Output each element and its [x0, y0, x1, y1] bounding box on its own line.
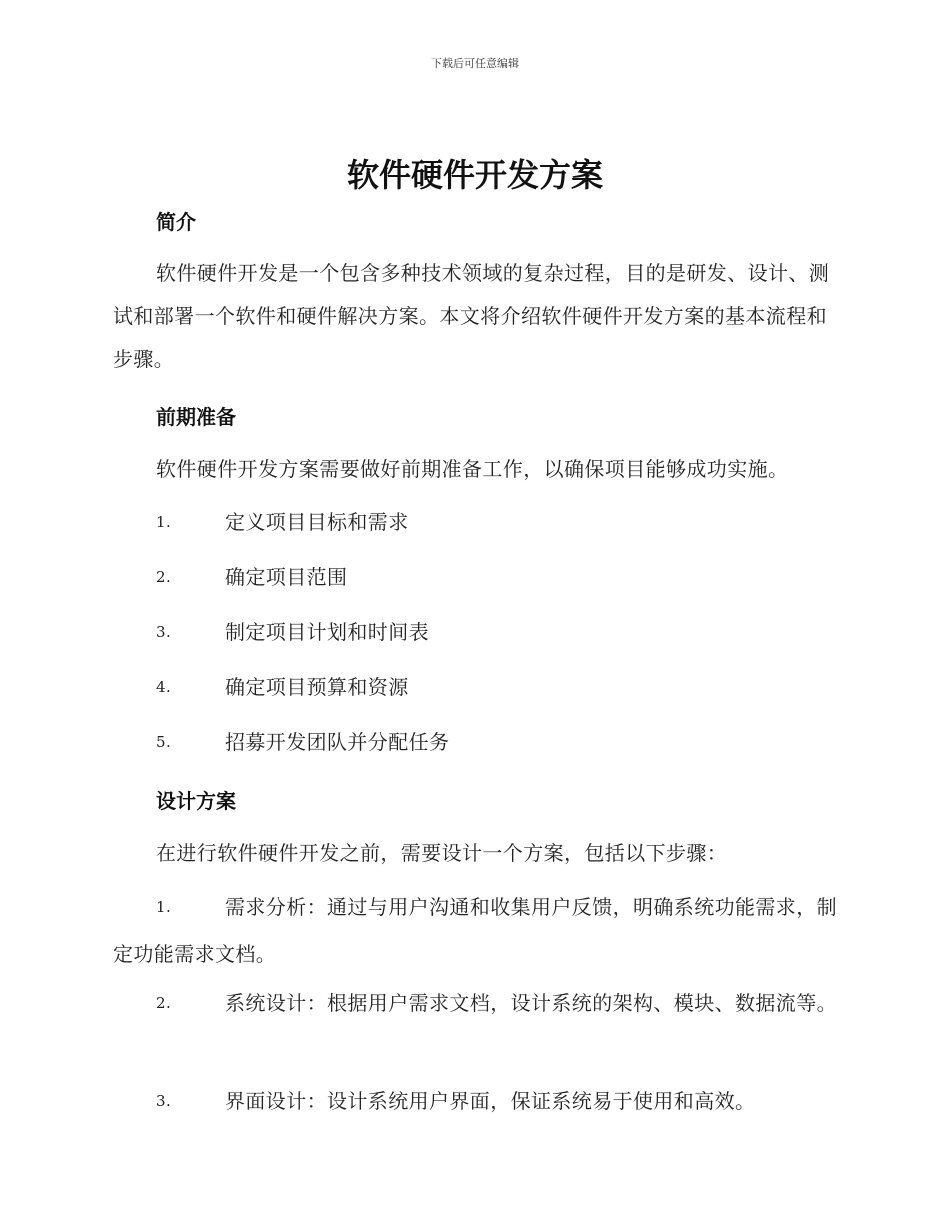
list-item-number: 1.: [156, 513, 172, 531]
list-item: [113, 499, 838, 546]
list-item-text: 招募开发团队并分配任务: [225, 730, 450, 754]
list-item-text: 定义项目目标和需求: [225, 510, 409, 534]
list-item: [113, 980, 838, 1027]
list-item: [113, 554, 838, 601]
section-heading-preparation: 前期准备: [156, 405, 236, 429]
list-item: [113, 664, 838, 711]
list-item-text: 制定项目计划和时间表: [225, 620, 429, 644]
list-item: [113, 884, 838, 978]
list-item: [113, 1078, 838, 1125]
list-item-number: 2.: [156, 568, 172, 586]
list-item-text: 确定项目预算和资源: [225, 675, 409, 699]
list-item-number: 3.: [156, 1092, 172, 1110]
list-item-text: 确定项目范围: [225, 565, 348, 589]
list-item-text: 需求分析：通过与用户沟通和收集用户反馈，明确系统功能需求，制定功能需求文档。: [113, 895, 837, 966]
list-item-number: 5.: [156, 733, 172, 751]
list-item: [113, 609, 838, 656]
document-title: 软件硬件开发方案: [346, 156, 603, 194]
list-item: [113, 719, 838, 766]
section-heading-design: 设计方案: [156, 789, 236, 813]
list-item-number: 2.: [156, 994, 172, 1012]
list-item-number: 1.: [156, 898, 172, 916]
section-heading-intro: 简介: [156, 210, 196, 234]
page-header-note: 下载后可任意编辑: [431, 57, 519, 70]
preparation-paragraph: 软件硬件开发方案需要做好前期准备工作，以确保项目能够成功实施。: [156, 457, 789, 481]
list-item-number: 3.: [156, 623, 172, 641]
list-item-number: 4.: [156, 678, 172, 696]
intro-paragraph: 软件硬件开发是一个包含多种技术领域的复杂过程，目的是研发、设计、测试和部署一个软件和硬件解决方案。本文将介绍软件硬件开发方案的基本流程和步骤。: [113, 261, 830, 371]
design-paragraph: 在进行软件硬件开发之前，需要设计一个方案，包括以下步骤：: [156, 841, 728, 865]
list-item-text: 界面设计：设计系统用户界面，保证系统易于使用和高效。: [225, 1089, 756, 1113]
list-item-text: 系统设计：根据用户需求文档，设计系统的架构、模块、数据流等。: [225, 991, 837, 1015]
